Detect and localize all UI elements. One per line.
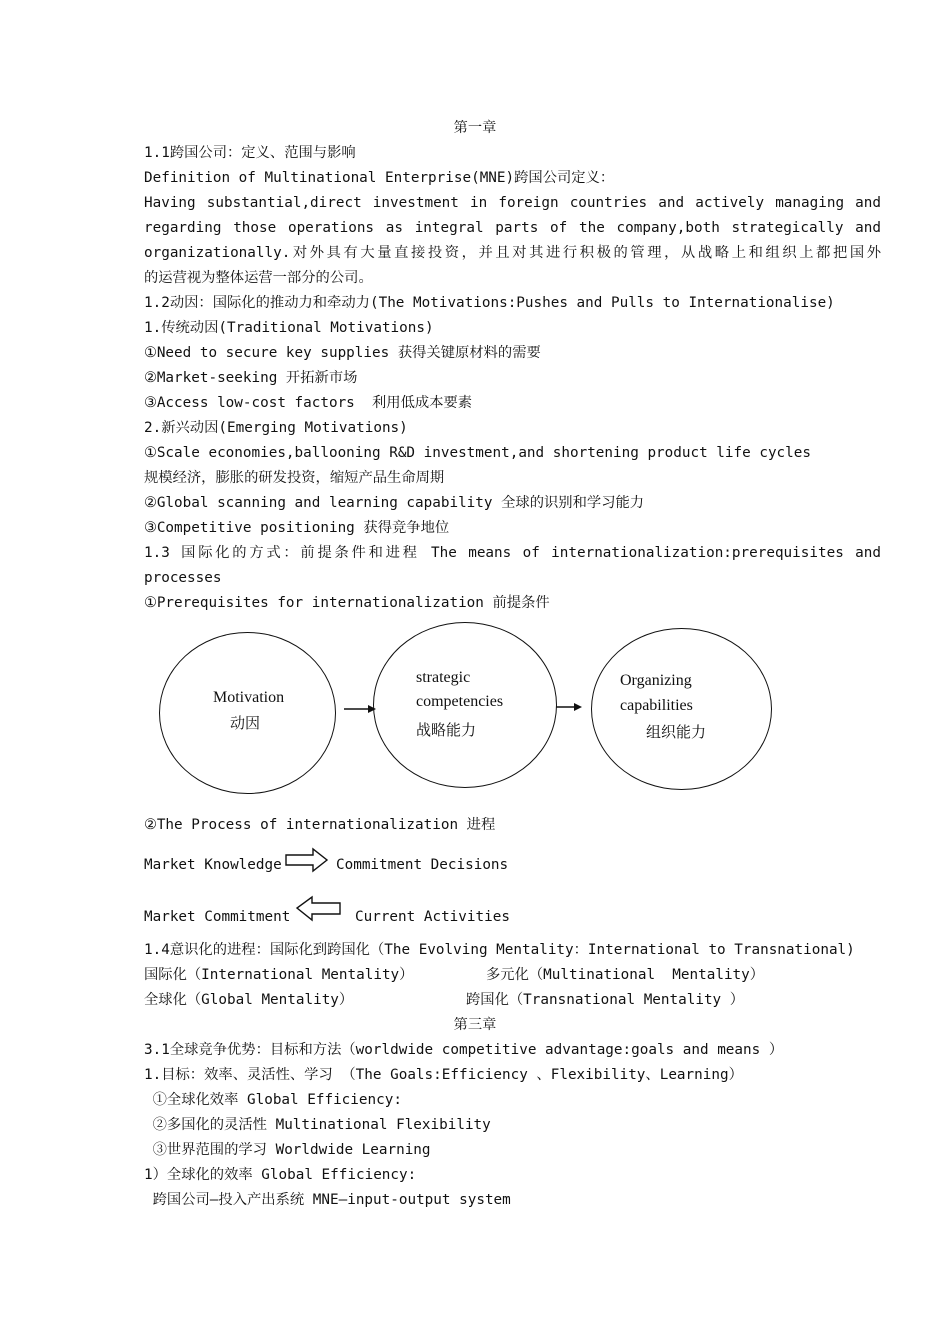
section-1-3-heading-cont: processes bbox=[144, 570, 222, 586]
mentality-multinational: 多元化（Multinational Mentality） bbox=[486, 967, 765, 983]
motivation-label-cn: 动因 bbox=[230, 714, 261, 732]
prerequisites-heading: ①Prerequisites for internationalization 前提条件 bbox=[144, 595, 550, 611]
left-hollow-arrow-icon bbox=[296, 896, 342, 922]
mne-input-output: 跨国公司—投入产出系统 MNE—input-output system bbox=[144, 1192, 511, 1208]
process-row1-left: Market Knowledge bbox=[144, 857, 282, 873]
section-3-1-heading: 3.1全球竞争优势：目标和方法（worldwide competitive advantage:goals and means ） bbox=[144, 1042, 784, 1058]
goals-heading: 1.目标：效率、灵活性、学习 （The Goals:Efficiency 、Flexibility、Learning） bbox=[144, 1067, 743, 1083]
section-1-1-heading: 1.1跨国公司：定义、范围与影响 bbox=[144, 145, 356, 161]
global-efficiency-heading: 1）全球化的效率 Global Efficiency: bbox=[144, 1167, 417, 1183]
organizing-label-cn: 组织能力 bbox=[646, 723, 707, 741]
organizing-label-en: Organizing capabilities bbox=[620, 672, 693, 714]
process-row2-right: Current Activities bbox=[355, 909, 510, 925]
traditional-item: ②Market-seeking 开拓新市场 bbox=[144, 370, 358, 386]
definition-line-2: regarding those operations as integral parts of the company,both strategically and bbox=[144, 220, 881, 236]
definition-line-4: 的运营视为整体运营一部分的公司。 bbox=[144, 270, 373, 286]
emerging-item: ①Scale economies,ballooning R&D investment,and shortening product life cycles bbox=[144, 445, 811, 461]
strategic-label-cn: 战略能力 bbox=[416, 721, 477, 739]
process-row1-right: Commitment Decisions bbox=[336, 857, 509, 873]
section-1-4-heading: 1.4意识化的进程：国际化到跨国化（The Evolving Mentality：International to Transnational) bbox=[144, 942, 855, 958]
chapter-1-title: 第一章 bbox=[453, 120, 497, 136]
mentality-transnational: 跨国化（Transnational Mentality ） bbox=[466, 992, 745, 1008]
section-1-3-heading: 1.3 国际化的方式：前提条件和进程 The means of internationalization:prerequisites and bbox=[144, 545, 881, 561]
process-heading: ②The Process of internationalization 进程 bbox=[144, 817, 496, 833]
emerging-heading: 2.新兴动因(Emerging Motivations) bbox=[144, 420, 408, 436]
goals-item: ③世界范围的学习 Worldwide Learning bbox=[144, 1142, 431, 1158]
mentality-global: 全球化（Global Mentality） bbox=[144, 992, 354, 1008]
motivation-label-en: Motivation bbox=[213, 689, 285, 706]
arrow-2-head bbox=[574, 703, 582, 711]
strategic-label-en: strategic competencies bbox=[416, 669, 504, 710]
emerging-item: 规模经济，膨胀的研发投资，缩短产品生命周期 bbox=[144, 470, 445, 486]
emerging-item: ②Global scanning and learning capability 全球的识别和学习能力 bbox=[144, 495, 645, 511]
definition-line-3: organizationally.对外具有大量直接投资，并且对其进行积极的管理，从战略上和组织上都把国外 bbox=[144, 245, 881, 261]
definition-heading: Definition of Multinational Enterprise(MNE)跨国公司定义： bbox=[144, 170, 615, 186]
right-hollow-arrow-icon bbox=[285, 848, 329, 872]
goals-item: ②多国化的灵活性 Multinational Flexibility bbox=[144, 1117, 491, 1133]
traditional-item: ③Access low-cost factors 利用低成本要素 bbox=[144, 395, 473, 411]
traditional-heading: 1.传统动因(Traditional Motivations) bbox=[144, 320, 434, 336]
goals-item: ①全球化效率 Global Efficiency: bbox=[144, 1092, 402, 1108]
chapter-3-title: 第三章 bbox=[453, 1017, 497, 1033]
process-row2-left: Market Commitment bbox=[144, 909, 291, 925]
emerging-item: ③Competitive positioning 获得竞争地位 bbox=[144, 520, 450, 536]
mentality-international: 国际化（International Mentality） bbox=[144, 967, 414, 983]
traditional-item: ①Need to secure key supplies 获得关键原材料的需要 bbox=[144, 345, 541, 361]
section-1-2-heading: 1.2动因：国际化的推动力和牵动力(The Motivations:Pushes and Pulls to Internationalise) bbox=[144, 295, 835, 311]
definition-line-1: Having substantial,direct investment in foreign countries and actively managing and bbox=[144, 195, 881, 211]
